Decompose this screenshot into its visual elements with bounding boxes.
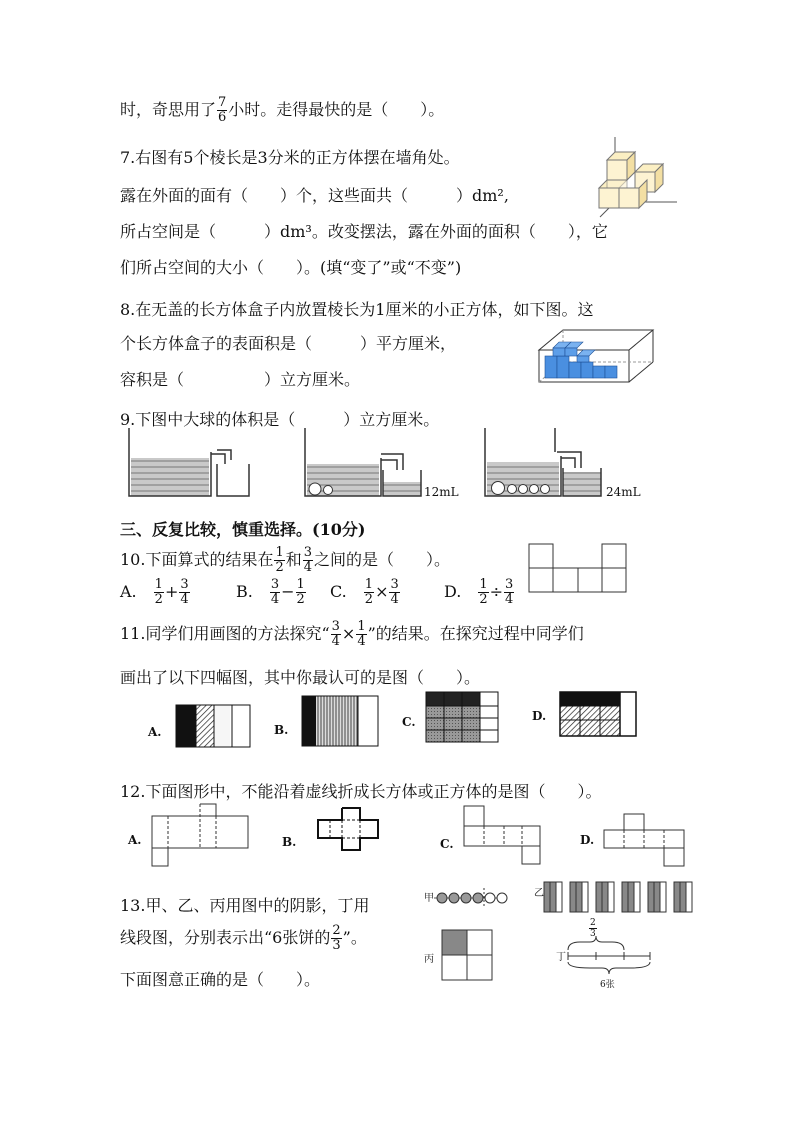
q13-label-jia: 甲	[424, 893, 434, 904]
q7-cube-figure	[595, 132, 680, 222]
q11-figure-a	[176, 705, 250, 747]
q13-figure-ding	[568, 936, 650, 974]
q6-post: 小时。走得最快的是（ ）。	[228, 100, 445, 119]
q12-label-b: B.	[282, 835, 297, 849]
q8-box-figure	[535, 326, 657, 384]
q9-beaker-figure	[125, 428, 645, 500]
section-3-title: 三、反复比较，慎重选择。(10分)	[120, 520, 366, 539]
q11-label-a: A.	[148, 725, 162, 739]
q13-line-1: 13.甲、乙、丙用图中的阴影，丁用	[120, 896, 370, 915]
q12-net-d	[604, 814, 684, 866]
q13-figures	[420, 878, 700, 988]
q11-line-1: 11.同学们用画图的方法探究“ $\frac{3}{4}$ × $\frac{1}{4}$ ”的结果。在探究过程中同学们	[120, 619, 584, 649]
q12-label-a: A.	[128, 833, 142, 847]
q12-net-figures	[148, 800, 688, 870]
q13-line-2: 线段图，分别表示出“6张饼的 $\frac{2}{3}$ ”。	[120, 923, 367, 953]
q11-label-d: D.	[532, 709, 547, 723]
q7-line-3: 所占空间是（ ）dm³。改变摆法，露在外面的面积（ ），它	[120, 222, 608, 241]
q6-pre: 时，奇思用了	[120, 100, 217, 119]
q11-figure-d	[560, 692, 636, 736]
q12-net-b	[318, 808, 378, 850]
q11-figure-b	[302, 696, 378, 746]
q13-ding-total: 6张	[600, 980, 615, 990]
q10-option-c[interactable]: C. $\frac{1}{2}$ × $\frac{3}{4}$	[330, 577, 399, 607]
q13-line-3: 下面图意正确的是（ ）。	[120, 970, 321, 989]
q13-label-yi: 乙	[534, 888, 544, 899]
q13-figure-bing	[442, 930, 492, 980]
q10-option-d[interactable]: D. $\frac{1}{2}$ ÷ $\frac{3}{4}$	[444, 577, 514, 607]
q9-volume-1: 12mL	[424, 485, 459, 499]
q13-label-bing: 丙	[424, 954, 434, 965]
q10-option-a[interactable]: A. $\frac{1}{2}$ + $\frac{3}{4}$	[120, 577, 189, 607]
q10-line: 10.下面算式的结果在 $\frac{1}{2}$ 和 $\frac{3}{4}$ 之间的是（ ）。	[120, 545, 451, 575]
q11-label-c: C.	[402, 715, 416, 729]
q11-label-b: B.	[274, 723, 289, 737]
q11-figure-c	[426, 692, 498, 742]
q10-net-figure	[528, 543, 628, 593]
q6-line	[120, 96, 444, 125]
q13-figure-jia	[434, 888, 507, 908]
q7-line-2: 露在外面的面有（ ）个，这些面共（ ）dm²,	[120, 186, 509, 205]
q7-line-4: 们所占空间的大小（ ）。(填“变了”或“不变”)	[120, 258, 462, 277]
q12-line: 12.下面图形中，不能沿着虚线折成长方体或正方体的是图（ ）。	[120, 782, 602, 801]
q9-line: 9.下图中大球的体积是（ ）立方厘米。	[120, 410, 440, 429]
q10-option-b[interactable]: B. $\frac{3}{4}$ − $\frac{1}{2}$	[236, 577, 305, 607]
q12-label-c: C.	[440, 837, 454, 851]
q6-fraction: $\frac{7}{6}$	[218, 95, 227, 125]
q8-line-2: 个长方体盒子的表面积是（ ）平方厘米，	[120, 334, 457, 353]
q12-label-d: D.	[580, 833, 595, 847]
q13-ding-fraction: $\frac{2}{3}$	[590, 918, 596, 939]
q11-figures	[170, 690, 650, 748]
q12-net-c	[464, 806, 540, 864]
q9-volume-2: 24mL	[606, 485, 641, 499]
q8-line-3: 容积是（ ）立方厘米。	[120, 370, 361, 389]
q12-net-a	[152, 804, 248, 866]
q13-figure-yi	[544, 882, 692, 912]
q11-line-2: 画出了以下四幅图，其中你最认可的是图（ ）。	[120, 668, 481, 687]
q13-label-ding: 丁	[556, 952, 566, 963]
q8-line-1: 8.在无盖的长方体盒子内放置棱长为1厘米的小正方体，如下图。这	[120, 300, 594, 319]
q7-line-1: 7.右图有5个棱长是3分米的正方体摆在墙角处。	[120, 148, 460, 167]
